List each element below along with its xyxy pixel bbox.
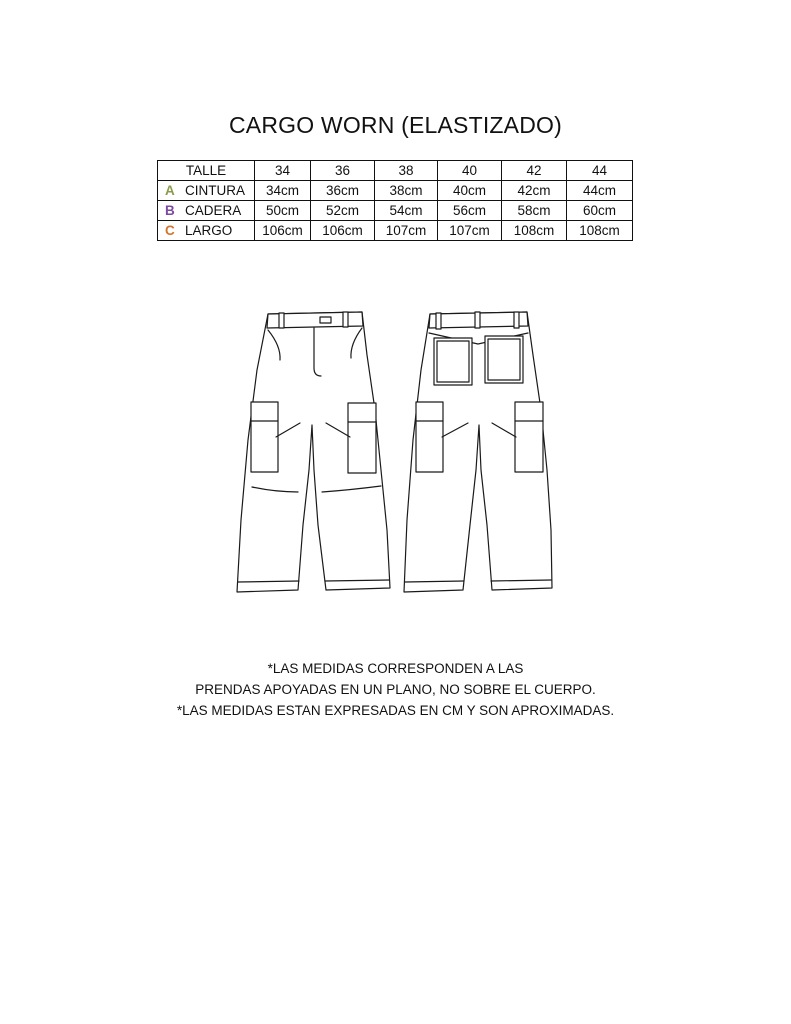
- measure-letter: B: [165, 202, 175, 218]
- measure-value: 107cm: [375, 221, 438, 241]
- measure-value: 40cm: [438, 181, 502, 201]
- measurement-notes: [0, 658, 791, 721]
- back-belt-loop: [514, 312, 519, 328]
- measure-label-cell: [158, 181, 255, 201]
- measure-value: 52cm: [311, 201, 375, 221]
- pants-front-view: [237, 312, 390, 592]
- note-line: *LAS MEDIDAS CORRESPONDEN A LAS: [267, 661, 524, 676]
- back-belt-loop: [436, 313, 441, 329]
- pants-illustration: [0, 290, 791, 610]
- front-belt-loop: [343, 312, 348, 327]
- document-title: CARGO WORN (ELASTIZADO): [228, 112, 562, 138]
- measure-label-cell: [158, 221, 255, 241]
- measure-letter: A: [165, 182, 175, 198]
- size-header-cell: 40: [438, 161, 502, 181]
- back-cargo-pocket-left: [416, 402, 443, 472]
- measure-value: 106cm: [311, 221, 375, 241]
- size-header-cell: 44: [567, 161, 633, 181]
- measure-value: 58cm: [502, 201, 567, 221]
- measure-value: 50cm: [255, 201, 311, 221]
- pants-back-view: [404, 312, 552, 592]
- measure-value: 60cm: [567, 201, 633, 221]
- size-table: [157, 160, 633, 241]
- size-table-header-row: [158, 161, 633, 181]
- measure-value: 54cm: [375, 201, 438, 221]
- back-belt-loop: [475, 312, 480, 328]
- front-button: [320, 317, 331, 323]
- front-cargo-pocket-left: [251, 402, 278, 472]
- measure-label: CADERA: [185, 202, 242, 218]
- measure-value: 34cm: [255, 181, 311, 201]
- measure-value: 38cm: [375, 181, 438, 201]
- measure-value: 108cm: [502, 221, 567, 241]
- measure-value: 108cm: [567, 221, 633, 241]
- front-belt-loop: [279, 313, 284, 328]
- back-cargo-pocket-right: [515, 402, 543, 472]
- measure-value: 106cm: [255, 221, 311, 241]
- note-line: *LAS MEDIDAS ESTAN EXPRESADAS EN CM Y SON APROXIMADAS.: [176, 703, 615, 718]
- measure-value: 36cm: [311, 181, 375, 201]
- measure-value: 107cm: [438, 221, 502, 241]
- measure-label: CINTURA: [185, 182, 245, 198]
- measure-value: 42cm: [502, 181, 567, 201]
- front-cargo-pocket-right: [348, 403, 376, 473]
- back-pocket-right: [485, 336, 523, 383]
- back-pocket-left: [434, 338, 472, 385]
- size-table-row-cadera: [158, 201, 633, 221]
- measure-value: 56cm: [438, 201, 502, 221]
- size-header-cell: 36: [311, 161, 375, 181]
- size-header-cell: 38: [375, 161, 438, 181]
- measure-label: LARGO: [185, 222, 233, 238]
- size-header-cell: 42: [502, 161, 567, 181]
- size-header-label: TALLE: [158, 161, 255, 181]
- size-table-row-cintura: [158, 181, 633, 201]
- measure-value: 44cm: [567, 181, 633, 201]
- size-table-row-largo: [158, 221, 633, 241]
- measure-label-cell: [158, 201, 255, 221]
- size-header-cell: 34: [255, 161, 311, 181]
- measure-letter: C: [165, 222, 175, 238]
- note-line: PRENDAS APOYADAS EN UN PLANO, NO SOBRE EL CUERPO.: [195, 682, 596, 697]
